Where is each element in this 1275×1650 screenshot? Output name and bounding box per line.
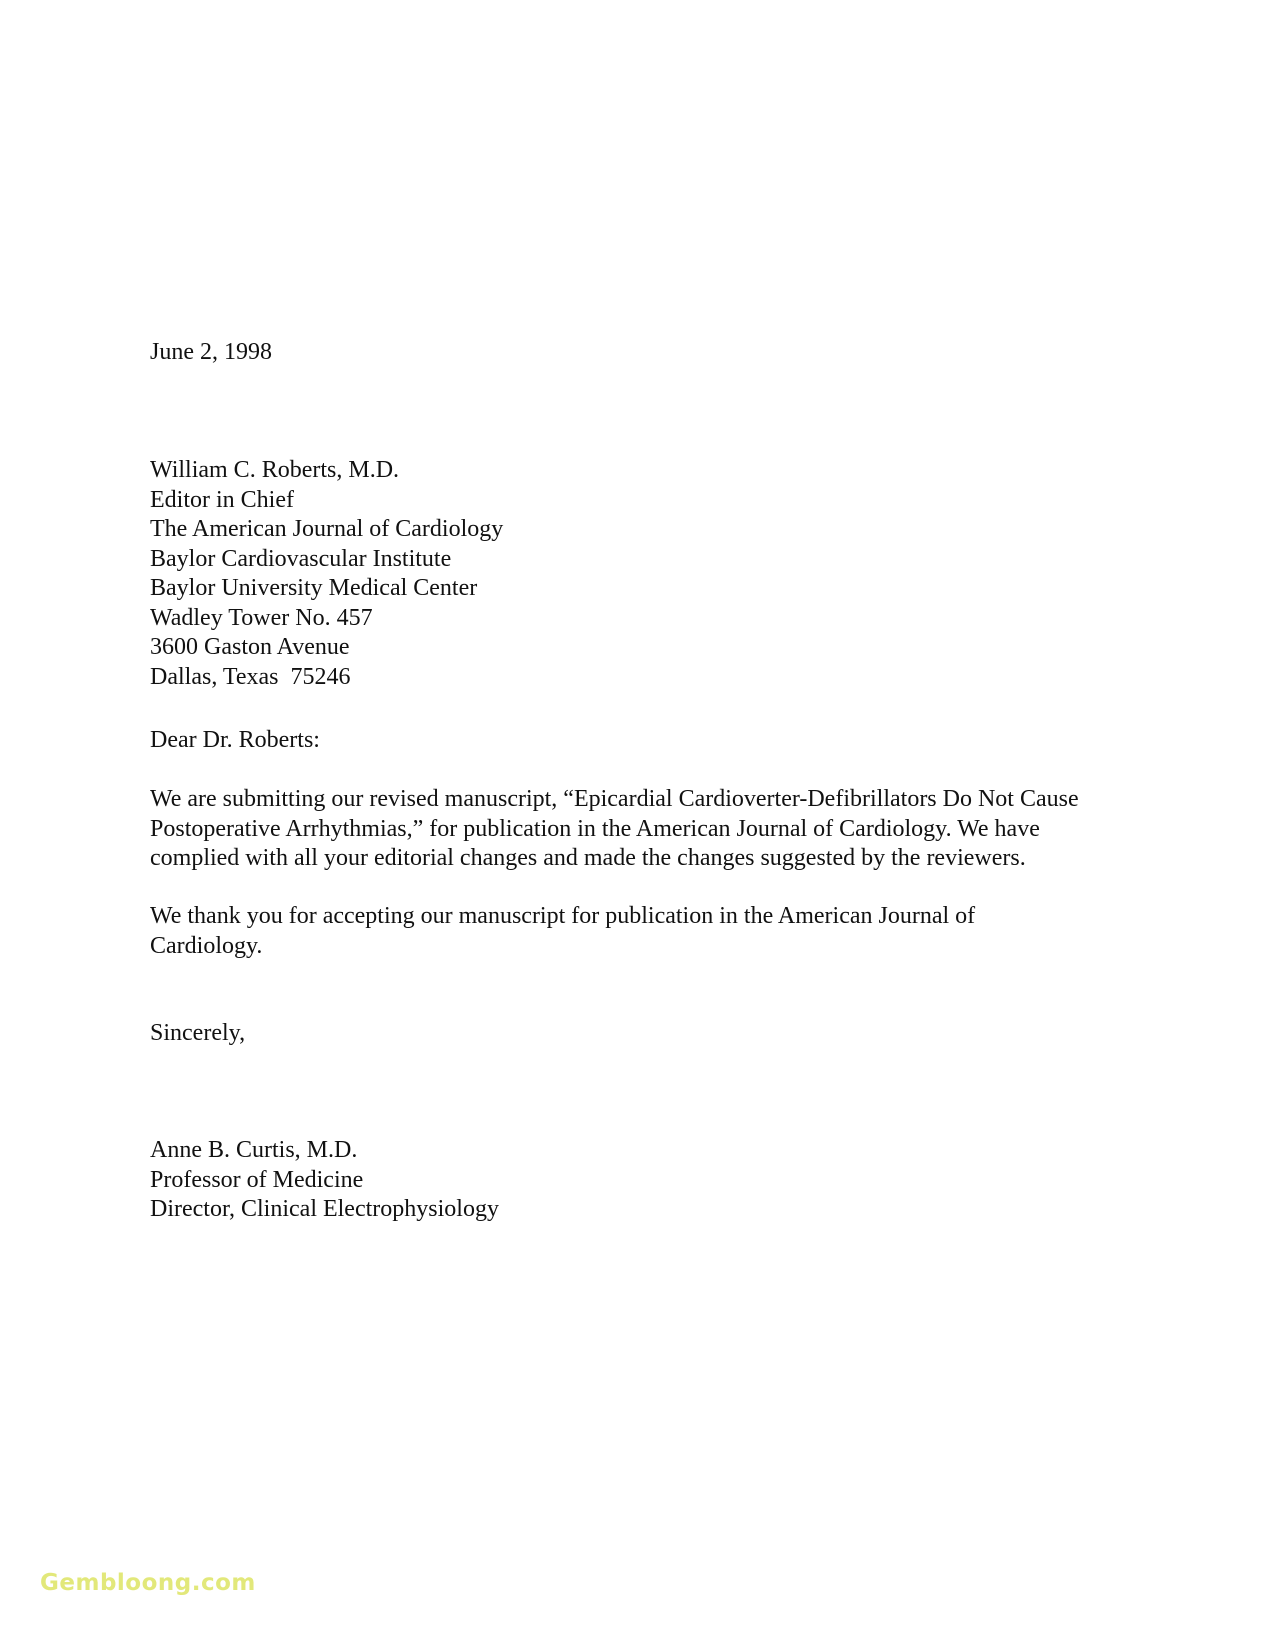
recipient-address — [150, 456, 503, 692]
recipient-street: 3600 Gaston Avenue — [150, 634, 350, 660]
body-paragraph-1 — [150, 785, 1079, 874]
paragraph-line: We are submitting our revised manuscript, “Epicardial Cardioverter-Defibrillators Do Not Cause — [150, 786, 1079, 812]
paragraph-line: We thank you for accepting our manuscript for publication in the American Journal of — [150, 903, 976, 929]
watermark: Gembloong.com — [40, 1570, 256, 1596]
paragraph-line: Cardiology. — [150, 932, 263, 959]
recipient-title: Editor in Chief — [150, 486, 294, 513]
paragraph-line: Postoperative Arrhythmias,” for publication in the American Journal of Cardiology. We have — [150, 815, 1040, 842]
signer-department: Director, Clinical Electrophysiology — [150, 1196, 499, 1222]
recipient-institute: Baylor Cardiovascular Institute — [150, 545, 452, 572]
signature-block — [150, 1136, 499, 1225]
recipient-city: Dallas, Texas 75246 — [150, 663, 351, 690]
recipient-tower: Wadley Tower No. 457 — [150, 604, 373, 631]
recipient-medical-center: Baylor University Medical Center — [150, 575, 478, 601]
body-paragraph-2 — [150, 902, 975, 961]
recipient-name: William C. Roberts, M.D. — [150, 457, 400, 483]
salutation: Dear Dr. Roberts: — [150, 727, 320, 753]
letter-date: June 2, 1998 — [150, 339, 272, 365]
paragraph-line: complied with all your editorial changes and made the changes suggested by the reviewers. — [150, 845, 1026, 871]
signer-name: Anne B. Curtis, M.D. — [150, 1137, 358, 1163]
signer-title: Professor of Medicine — [150, 1166, 364, 1193]
closing: Sincerely, — [150, 1020, 246, 1046]
recipient-journal: The American Journal of Cardiology — [150, 516, 504, 542]
